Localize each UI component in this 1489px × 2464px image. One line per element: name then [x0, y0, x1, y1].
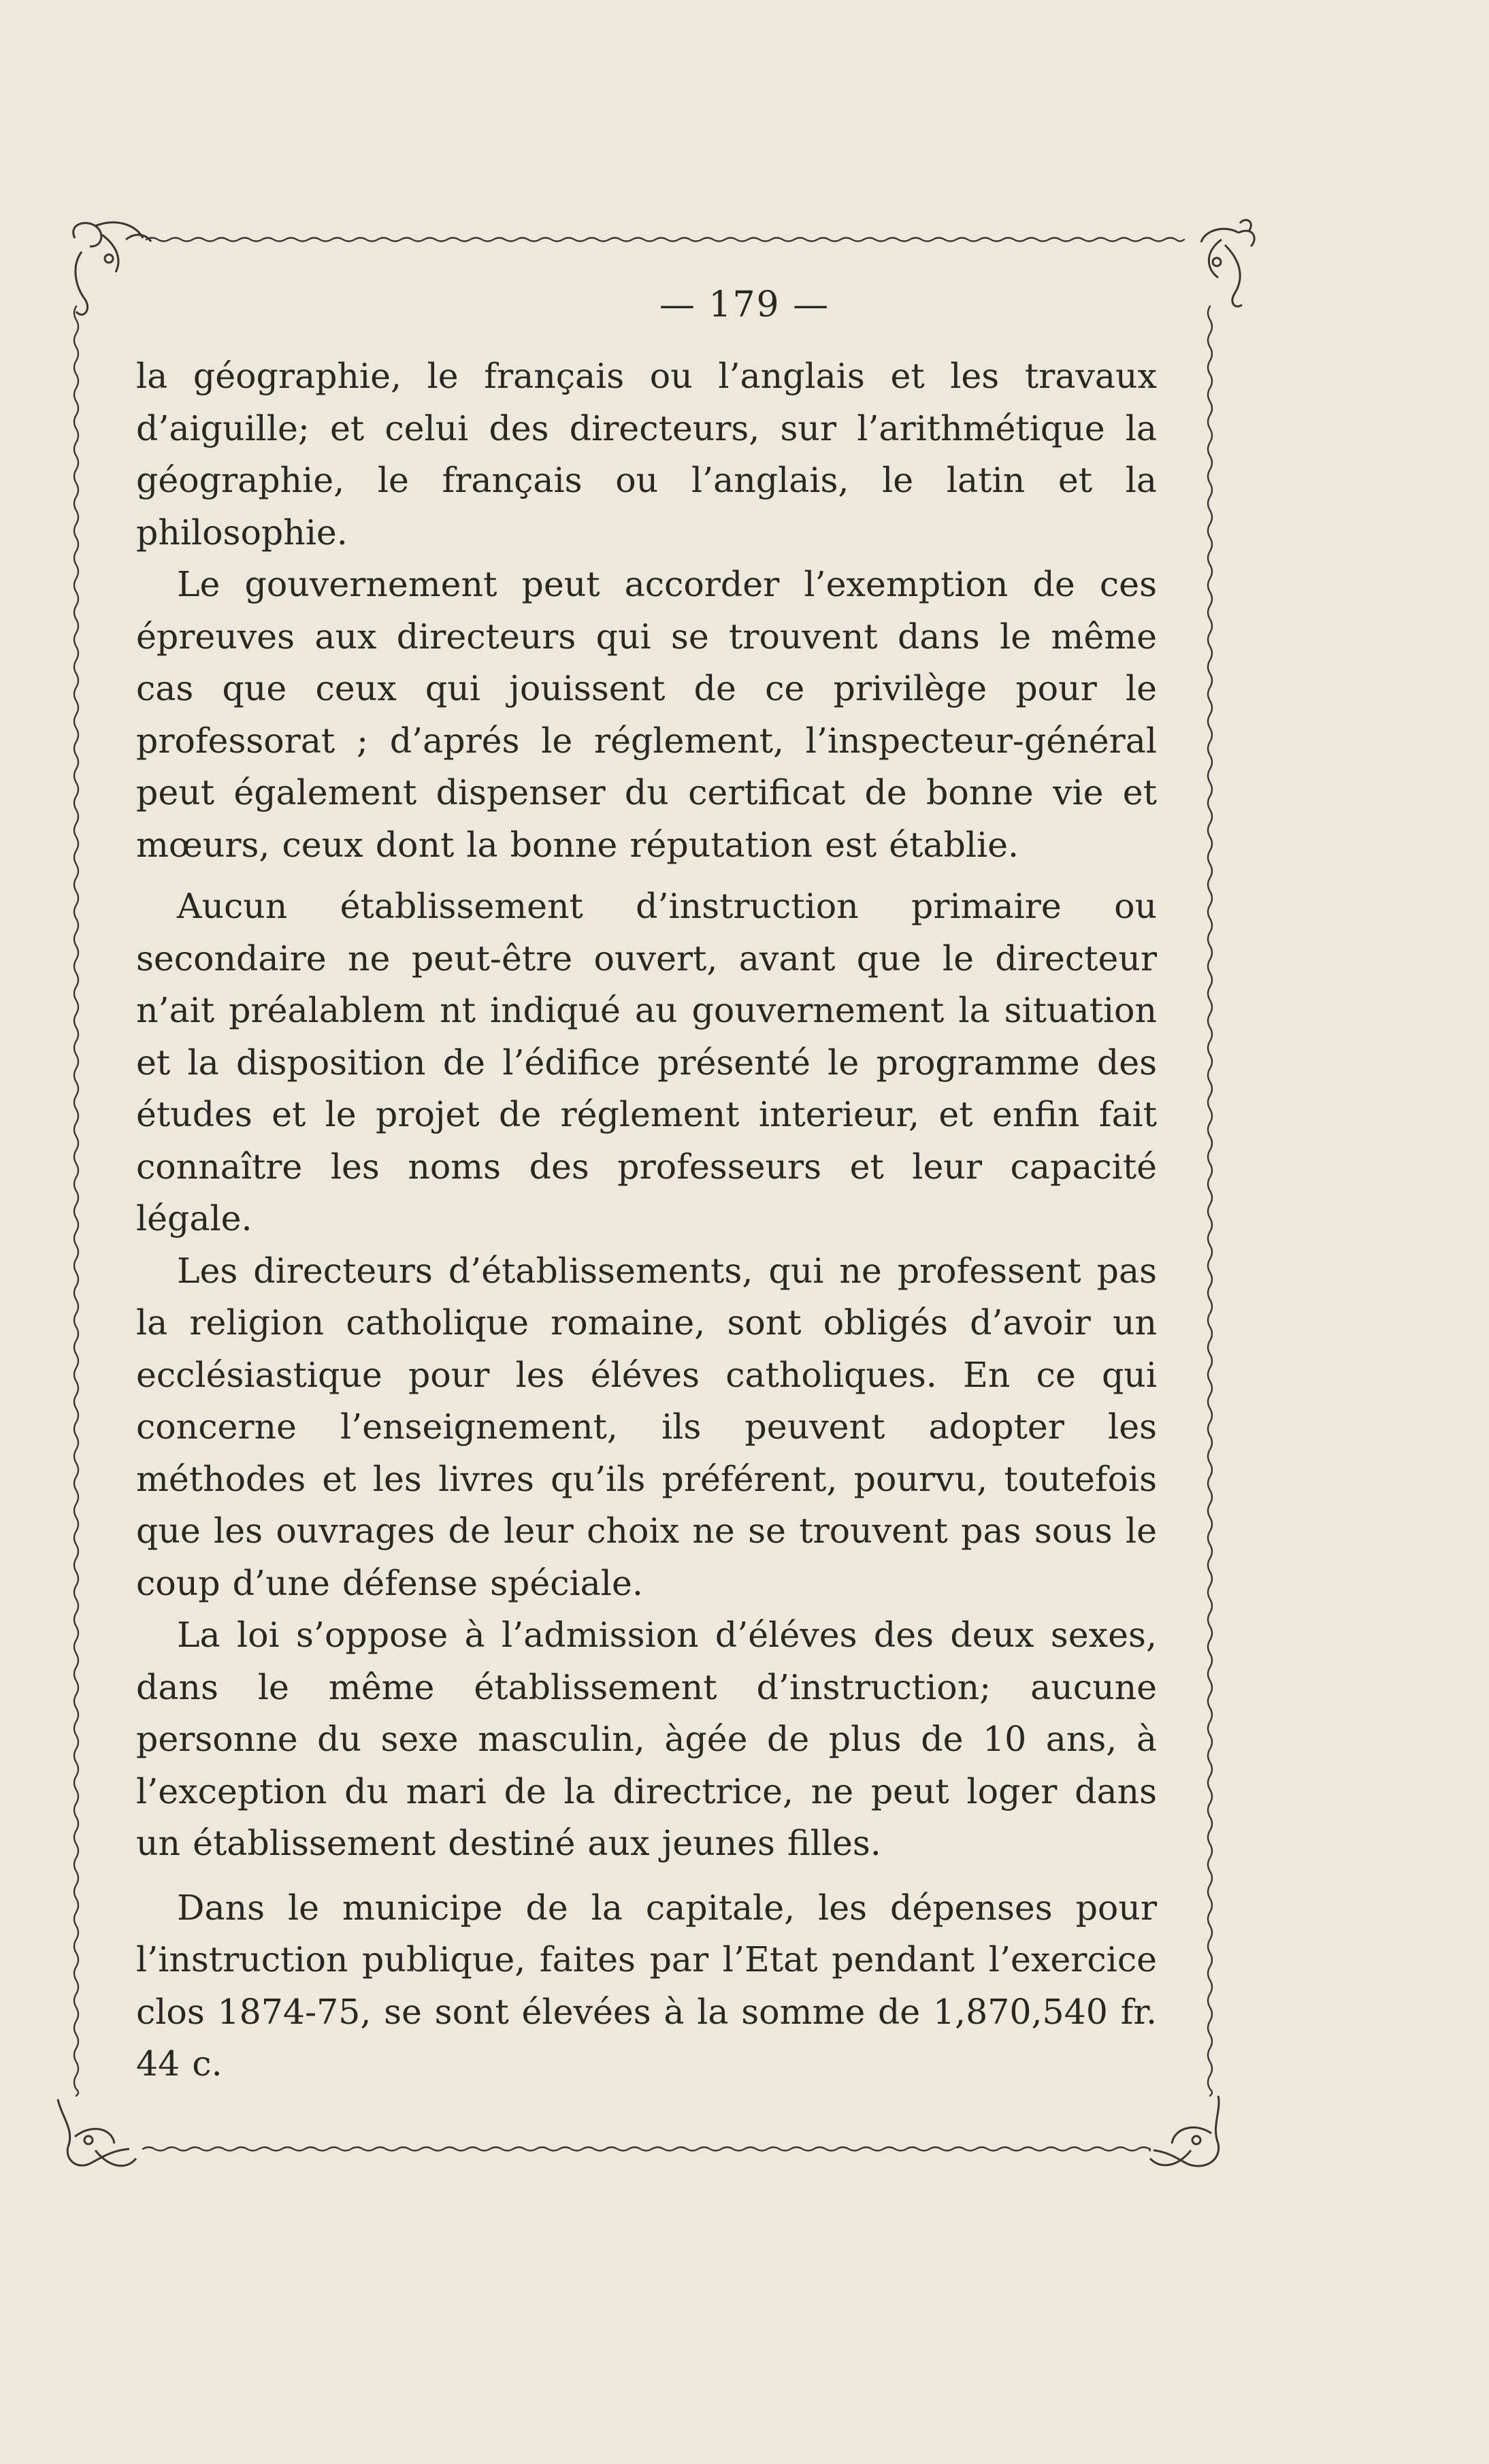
- paragraph: la géographie, le français ou l’anglais et les travaux d’aiguille; et celui des directeurs, sur l’arithmétique la géographie, le français ou l’anglais, le latin et la philosophie.: [136, 356, 1157, 553]
- bottom-right-corner-icon: [1150, 2096, 1219, 2166]
- paragraph: La loi s’oppose à l’admission d’éléves des deux sexes, dans le même établissement d’instruction; aucune personne du sexe masculin, àgée de plus de 10 ans, à l’exception du mari de la directrice, ne peut loger dans un établissement destiné aux jeunes filles.: [136, 1615, 1157, 1863]
- page-number: — 179 —: [659, 284, 830, 325]
- paragraph: Dans le municipe de la capitale, les dépenses pour l’instruction publique, faites par l’Etat pendant l’exercice clos 1874-75, se sont élevées à la somme de 1,870,540 fr. 44 c.: [136, 1887, 1157, 2084]
- paragraph: Le gouvernement peut accorder l’exemption de ces épreuves aux directeurs qui se trouvent dans le même cas que ceux qui jouissent de ce privilège pour le professorat ; d’aprés le réglement, l’inspecteur-général peut également dispenser du certificat de bonne vie et mœurs, ceux dont la bonne réputation est établie.: [136, 564, 1157, 865]
- paragraph: Les directeurs d’établissements, qui ne professent pas la religion catholique romaine, sont obligés d’avoir un ecclésiastique pour les éléves catholiques. En ce qui concerne l’enseignement, ils peuvent adopter les méthodes et les livres qu’ils préférent, pourvu, toutefois que les ouvrages de leur choix ne se trouvent pas sous le coup d’une défense spéciale.: [136, 1250, 1157, 1603]
- body-text: [136, 350, 1157, 2090]
- paragraph: Aucun établissement d’instruction primaire ou secondaire ne peut-être ouvert, avant que le directeur n’ait préalablem nt indiqué au gouvernement la situation et la disposition de l’édifice présenté le programme des études et le projet de réglement interieur, et enfin fait connaître les noms des professeurs et leur capacité légale.: [136, 886, 1157, 1238]
- bottom-wavy-border: [143, 2148, 1150, 2151]
- top-wavy-border: [146, 238, 1184, 242]
- right-wavy-border: [1208, 306, 1212, 2096]
- bottom-left-corner-icon: [58, 2099, 136, 2166]
- left-wavy-border: [74, 306, 78, 2096]
